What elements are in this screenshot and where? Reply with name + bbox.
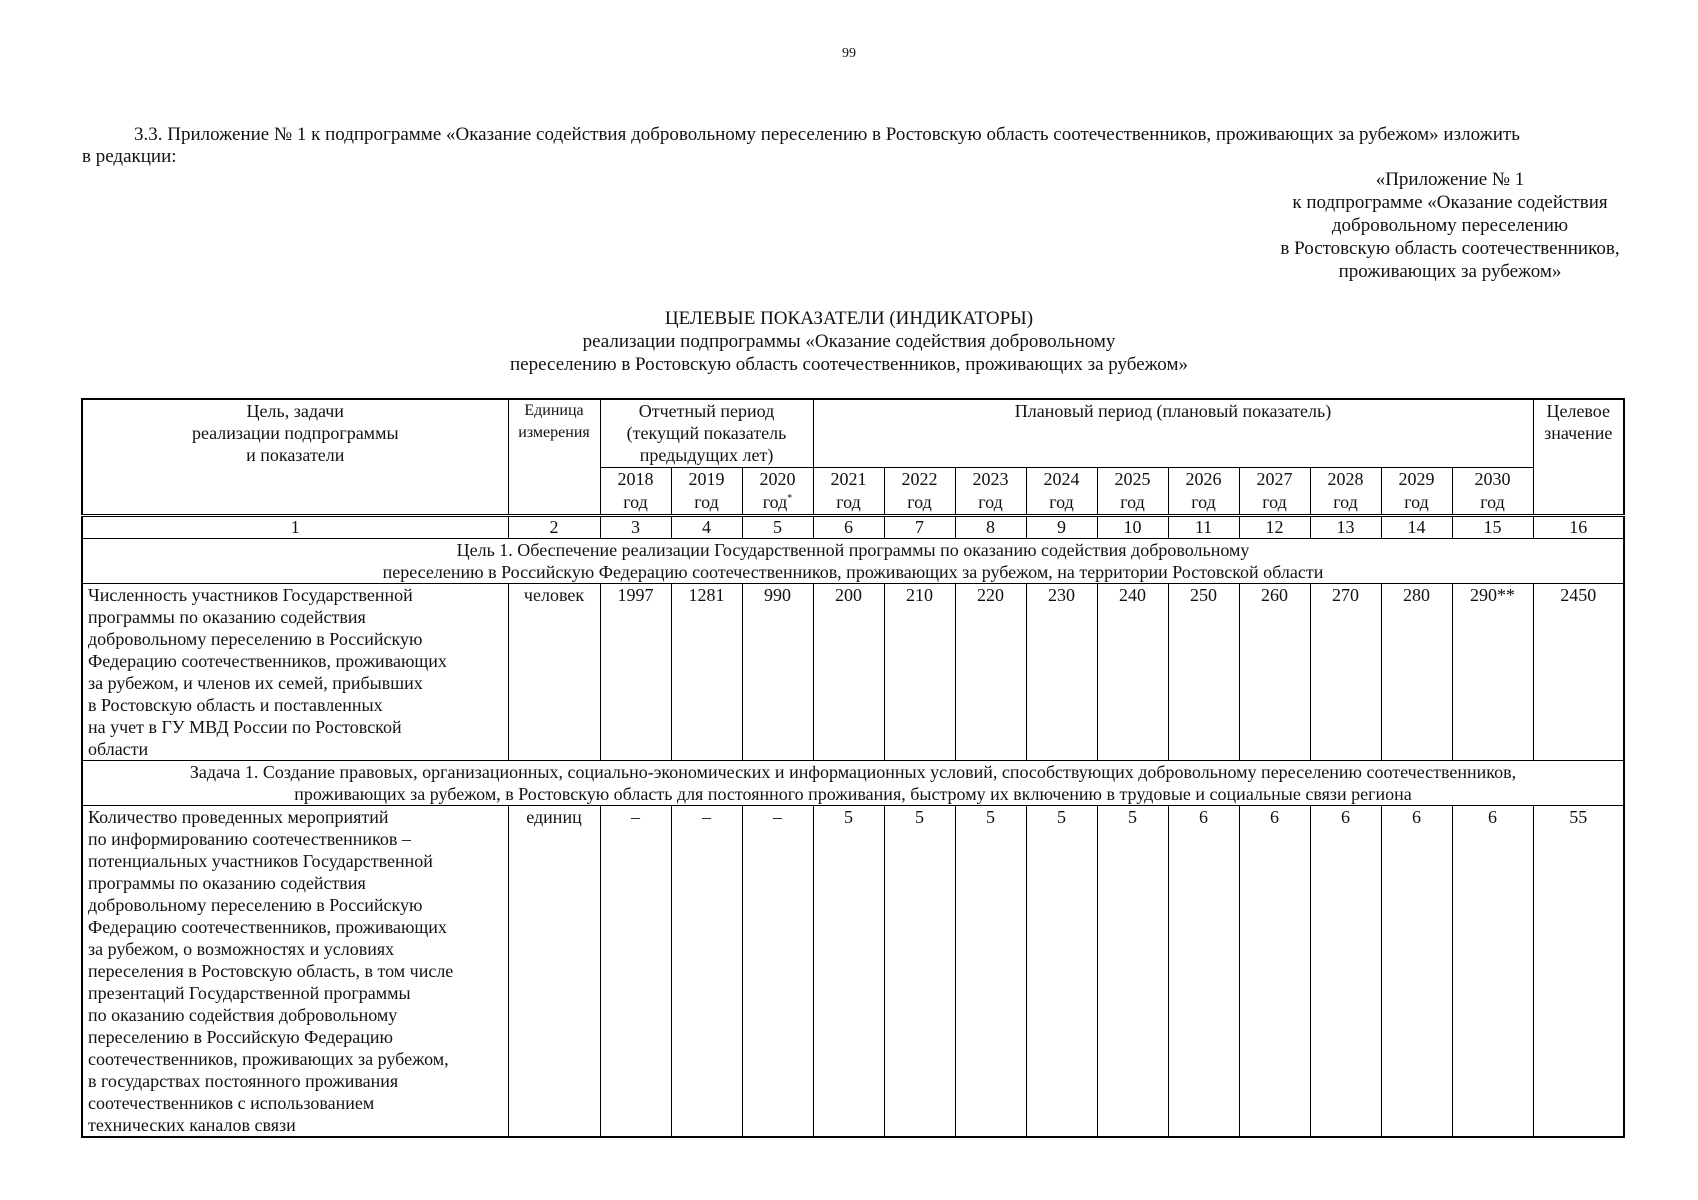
indicator-2-value: 5: [813, 805, 884, 1137]
indicators-table-wrap: [81, 398, 1625, 1138]
header-report-line: Отчетный период: [638, 401, 775, 421]
indicator-1-value: 200: [813, 583, 884, 760]
intro-paragraph: [82, 124, 1622, 168]
indicator-2-value: 5: [1097, 805, 1168, 1137]
indicator-name-line: добровольному переселению в Российскую: [88, 894, 423, 915]
indicator-name-line: Количество проведенных мероприятий: [88, 806, 389, 827]
header-report-line: (текущий показатель: [626, 423, 787, 443]
indicator-2-value: 6: [1239, 805, 1310, 1137]
goal-1-line: переселению в Российскую Федерацию соотечественников, проживающих за рубежом, на территории Ростовской области: [382, 561, 1324, 582]
column-number: 13: [1310, 515, 1381, 538]
indicator-name-line: по оказанию содействия добровольному: [88, 1004, 398, 1025]
header-goal-line: и показатели: [246, 445, 345, 465]
indicator-name-line: технических каналов связи: [88, 1114, 296, 1135]
column-number: 6: [813, 515, 884, 538]
indicator-name-line: за рубежом, и членов их семей, прибывших: [88, 672, 423, 693]
annex-line: добровольному переселению: [1331, 215, 1569, 236]
year-suffix: год: [1404, 491, 1429, 512]
year-header: [742, 467, 813, 515]
year-suffix: год: [836, 491, 861, 512]
header-plan-period: Плановый период (плановый показатель): [813, 399, 1533, 467]
indicator-1-value: 990: [742, 583, 813, 760]
year-value: 2028: [1327, 468, 1364, 489]
header-target: [1533, 399, 1624, 515]
annex-line: проживающих за рубежом»: [1338, 261, 1562, 282]
column-number: 12: [1239, 515, 1310, 538]
indicator-name-line: области: [88, 738, 149, 759]
indicator-1-value: 240: [1097, 583, 1168, 760]
indicator-1-name: [82, 583, 508, 760]
year-value: 2030: [1474, 468, 1511, 489]
indicator-2-value: 5: [884, 805, 955, 1137]
indicator-name-line: Федерацию соотечественников, проживающих: [88, 650, 447, 671]
intro-line-1: 3.3. Приложение № 1 к подпрограмме «Оказание содействия добровольному переселению в Ростовскую область соотечественников, проживающих за рубежом» изложить: [134, 124, 1520, 145]
indicator-2-value: –: [742, 805, 813, 1137]
year-value: 2029: [1398, 468, 1435, 489]
footnote-mark: *: [787, 492, 793, 504]
year-header: [1310, 467, 1381, 515]
column-number: 3: [600, 515, 671, 538]
indicator-name-line: презентаций Государственной программы: [88, 982, 411, 1003]
column-number: 8: [955, 515, 1026, 538]
year-suffix: год: [1480, 491, 1505, 512]
indicator-name-line: в государствах постоянного проживания: [88, 1070, 399, 1091]
task-1-line: проживающих за рубежом, в Ростовскую область для постоянного проживания, быстрому их включению в трудовые и социальные связи региона: [294, 783, 1412, 804]
year-value: 2020: [759, 468, 796, 489]
task-1-row: [82, 760, 1624, 805]
column-number: 16: [1533, 515, 1624, 538]
column-number: 11: [1168, 515, 1239, 538]
indicator-2-target: 55: [1533, 805, 1624, 1137]
column-number: 10: [1097, 515, 1168, 538]
indicator-2-value: 5: [955, 805, 1026, 1137]
indicator-2-name: [82, 805, 508, 1137]
year-suffix: год: [694, 491, 719, 512]
year-header: [955, 467, 1026, 515]
year-header: [813, 467, 884, 515]
year-value: 2027: [1256, 468, 1293, 489]
indicator-1-target: 2450: [1533, 583, 1624, 760]
year-suffix: год: [1262, 491, 1287, 512]
indicator-1-value: 250: [1168, 583, 1239, 760]
column-number: 4: [671, 515, 742, 538]
year-value: 2024: [1043, 468, 1080, 489]
year-value: 2026: [1185, 468, 1222, 489]
annex-line: в Ростовскую область соотечественников,: [1280, 238, 1620, 259]
header-goal-line: Цель, задачи: [246, 401, 344, 421]
column-number-row: [82, 515, 1624, 538]
header-report-line: предыдущих лет): [639, 445, 774, 465]
column-number: 5: [742, 515, 813, 538]
header-goal-line: реализации подпрограммы: [191, 423, 399, 443]
year-value: 2022: [901, 468, 938, 489]
year-value: 2025: [1114, 468, 1151, 489]
indicator-1-value: 210: [884, 583, 955, 760]
indicator-name-line: переселению в Российскую Федерацию: [88, 1026, 393, 1047]
year-header: [1026, 467, 1097, 515]
indicator-name-line: на учет в ГУ МВД России по Ростовской: [88, 716, 402, 737]
indicator-1-value: 290**: [1452, 583, 1533, 760]
year-header: [1381, 467, 1452, 515]
indicator-name-line: программы по оказанию содействия: [88, 606, 366, 627]
goal-1-cell: [82, 538, 1624, 583]
indicator-name-line: Федерацию соотечественников, проживающих: [88, 916, 447, 937]
year-header: [1452, 467, 1533, 515]
year-header: [1097, 467, 1168, 515]
year-suffix: год: [762, 491, 788, 512]
column-number: 1: [82, 515, 508, 538]
indicator-1-value: 230: [1026, 583, 1097, 760]
column-number: 9: [1026, 515, 1097, 538]
indicator-2-value: 6: [1381, 805, 1452, 1137]
indicator-2-value: –: [600, 805, 671, 1137]
year-value: 2021: [830, 468, 867, 489]
column-number: 15: [1452, 515, 1533, 538]
year-value: 2018: [617, 468, 654, 489]
year-value: 2023: [972, 468, 1009, 489]
year-suffix: год: [623, 491, 648, 512]
indicator-name-line: потенциальных участников Государственной: [88, 850, 433, 871]
column-number: 14: [1381, 515, 1452, 538]
annex-line: «Приложение № 1: [1375, 169, 1525, 190]
year-header: [884, 467, 955, 515]
indicator-1-row: [82, 583, 1624, 760]
header-unit-line: Единица: [524, 402, 584, 419]
document-title: [0, 307, 1698, 376]
year-header: [1168, 467, 1239, 515]
header-report-period: [600, 399, 813, 467]
year-suffix: год: [1333, 491, 1358, 512]
header-target-line: Целевое: [1546, 401, 1611, 421]
indicator-1-value: 1997: [600, 583, 671, 760]
goal-1-row: [82, 538, 1624, 583]
indicator-name-line: по информированию соотечественников –: [88, 828, 411, 849]
indicator-2-row: [82, 805, 1624, 1137]
year-suffix: год: [978, 491, 1003, 512]
year-suffix: год: [907, 491, 932, 512]
header-goal: [82, 399, 508, 515]
indicator-2-value: 6: [1452, 805, 1533, 1137]
header-unit-line: измерения: [518, 424, 590, 441]
indicator-name-line: Численность участников Государственной: [88, 584, 413, 605]
annex-line: к подпрограмме «Оказание содействия: [1292, 192, 1608, 213]
annex-caption: [1140, 168, 1698, 283]
year-value: 2019: [688, 468, 725, 489]
title-line-2: реализации подпрограммы «Оказание содействия добровольному: [582, 331, 1116, 352]
task-1-cell: [82, 760, 1624, 805]
header-unit: [508, 399, 600, 515]
indicator-1-value: 1281: [671, 583, 742, 760]
header-target-line: значение: [1544, 423, 1613, 443]
indicator-2-value: 6: [1168, 805, 1239, 1137]
page-number: 99: [842, 46, 856, 61]
year-header: [600, 467, 671, 515]
indicator-1-value: 220: [955, 583, 1026, 760]
indicator-2-value: 6: [1310, 805, 1381, 1137]
indicator-name-line: соотечественников с использованием: [88, 1092, 375, 1113]
indicator-1-value: 270: [1310, 583, 1381, 760]
header-row-1: [82, 399, 1624, 467]
indicator-2-unit: единиц: [508, 805, 600, 1137]
title-line-3: переселению в Ростовскую область соотечественников, проживающих за рубежом»: [510, 354, 1188, 375]
indicator-1-value: 260: [1239, 583, 1310, 760]
year-suffix: год: [1191, 491, 1216, 512]
indicator-name-line: переселения в Ростовскую область, в том числе: [88, 960, 454, 981]
column-number: 2: [508, 515, 600, 538]
indicator-1-unit: человек: [508, 583, 600, 760]
indicator-name-line: добровольному переселению в Российскую: [88, 628, 423, 649]
year-header: [1239, 467, 1310, 515]
year-header: [671, 467, 742, 515]
indicators-table: [81, 398, 1625, 1138]
indicator-2-value: 5: [1026, 805, 1097, 1137]
intro-line-2: в редакции:: [82, 146, 177, 167]
year-suffix: год: [1049, 491, 1074, 512]
indicator-name-line: за рубежом, о возможностях и условиях: [88, 938, 395, 959]
year-suffix: год: [1120, 491, 1145, 512]
goal-1-line: Цель 1. Обеспечение реализации Государственной программы по оказанию содействия добровольному: [456, 539, 1250, 560]
indicator-1-value: 280: [1381, 583, 1452, 760]
indicator-name-line: соотечественников, проживающих за рубежом,: [88, 1048, 449, 1069]
indicator-name-line: в Ростовскую область и поставленных: [88, 694, 383, 715]
task-1-line: Задача 1. Создание правовых, организационных, социально-экономических и информационных условий, способствующих добровольному переселению соотечественников,: [189, 761, 1517, 782]
column-number: 7: [884, 515, 955, 538]
title-line-1: ЦЕЛЕВЫЕ ПОКАЗАТЕЛИ (ИНДИКАТОРЫ): [664, 308, 1034, 329]
indicator-2-value: –: [671, 805, 742, 1137]
indicator-name-line: программы по оказанию содействия: [88, 872, 366, 893]
